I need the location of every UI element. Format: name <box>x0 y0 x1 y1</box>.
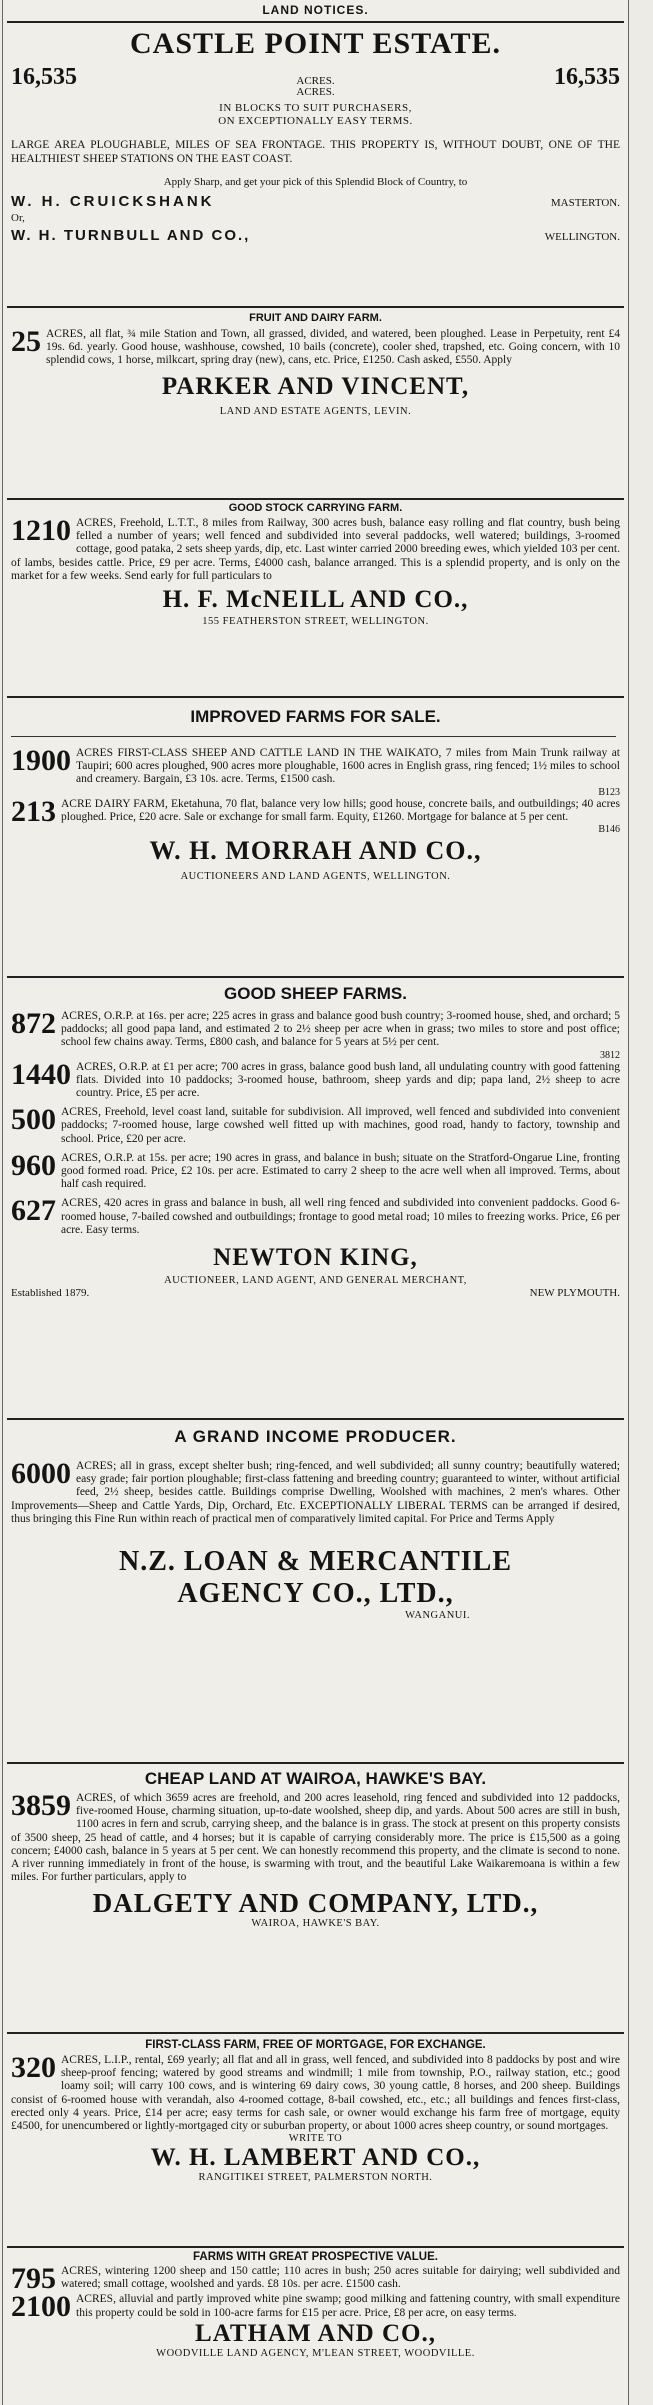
divider <box>7 306 624 308</box>
firm-name: NEWTON KING, <box>213 1244 418 1272</box>
acreage-right: 16,535 <box>554 64 620 90</box>
divider <box>11 736 616 737</box>
advert-body: ACRES, 420 acres in grass and balance in bush, all well ring fenced and subdivided into convenient paddocks. Good 6-roomed house, 7-bailed cowshed and outbuildings; frontage to good metal road; 10 miles to freezing works. Price, £6 per acre. Easy terms. <box>61 1197 620 1236</box>
agent-name: W. H. CRUICKSHANK <box>11 193 215 210</box>
divider <box>7 976 624 978</box>
firm-name: W. H. MORRAH AND CO., <box>149 836 482 866</box>
advert-heading: GOOD SHEEP FARMS. <box>224 984 407 1003</box>
advert-body: ACRES, O.R.P. at £1 per acre; 700 acres in grass, balance good bush land, all undulating country with good fattening flats. Divided into 10 paddocks; 3-roomed house, bathroom, sheep yards and dip; papa land, 2½ sheep to acre country. Price, £5 per acre. <box>76 1060 620 1100</box>
advert-heading: IMPROVED FARMS FOR SALE. <box>190 707 441 726</box>
advert-body: ACRES, O.R.P. at 16s. per acre; 225 acres in grass and balance good bush country; 3-roomed house, shed, and orchard; 5 paddocks; all good papa land, and estimated 2 to 2½ sheep per acre when in grass; two miles to store and post office; school few chains away. Terms, £800 cash, and balance for 5 years at 5½ per cent. <box>61 1010 620 1049</box>
acreage-number: 25 <box>11 325 41 358</box>
agent-town: WELLINGTON. <box>544 231 620 243</box>
firm-town: NEW PLYMOUTH. <box>529 1287 620 1300</box>
acreage-number: 960 <box>11 1148 56 1182</box>
firm-name: PARKER AND VINCENT, <box>161 372 470 400</box>
acreage-number: 3859 <box>11 1789 71 1822</box>
divider <box>7 1762 624 1764</box>
firm-name: W. H. LAMBERT AND CO., <box>150 2144 481 2172</box>
firm-town: WANGANUI. <box>405 1610 470 1622</box>
reference-code: 3812 <box>600 1049 620 1061</box>
section-header: LAND NOTICES. <box>262 3 369 17</box>
reference-code: B146 <box>598 824 620 836</box>
divider <box>7 1418 624 1420</box>
divider <box>7 696 624 698</box>
acreage-number: 627 <box>11 1194 56 1228</box>
advert-body: LARGE AREA PLOUGHABLE, MILES OF SEA FRONTAGE. THIS PROPERTY IS, WITHOUT DOUBT, ONE OF THE HEALTHIEST SHEEP STATIONS ON THE EAST COAST. <box>11 139 620 165</box>
firm-address: WOODVILLE LAND AGENCY, M'LEAN STREET, WOODVILLE. <box>156 2348 475 2360</box>
advert-latham <box>11 2250 620 2405</box>
advert-body: ACRES, alluvial and partly improved white pine swamp; good milking and fattening country, with small expenditure this property could be sold in 100-acre farms for £15 per acre. Price, £8 per acre, on easy terms. <box>76 2293 620 2319</box>
agent-town: MASTERTON. <box>550 197 620 209</box>
land-notices-column <box>2 0 629 2405</box>
advert-heading: GOOD STOCK CARRYING FARM. <box>228 502 403 514</box>
acreage-number: 795 <box>11 2262 56 2295</box>
advert-heading: FARMS WITH GREAT PROSPECTIVE VALUE. <box>193 2251 438 2263</box>
acreage-number: 320 <box>11 2051 56 2084</box>
firm-name: N.Z. LOAN & MERCANTILE <box>118 1546 513 1578</box>
agent-name: W. H. TURNBULL AND CO., <box>11 227 251 244</box>
advert-body: ACRES, Freehold, level coast land, suitable for subdivision. All improved, well fenced and subdivided into convenient paddocks; 7-roomed house, large cowshed well fitted up with machines, good road, handy to factory, township and school. Price, £20 per acre. <box>61 1106 620 1145</box>
acreage-number: 1210 <box>11 514 71 547</box>
acres-unit: ACRES. <box>296 75 335 87</box>
advert-lambert <box>11 2038 620 2244</box>
advert-body: ACRE DAIRY FARM, Eketahuna, 70 flat, balance very low hills; good house, concrete bails, and outbuildings; 40 acres ploughed. Price, £20 acre. Sale or exchange for small farm. Equity, £1260. Mortgage for balance at 5 per cent. <box>61 797 620 823</box>
firm-address: WAIROA, HAWKE'S BAY. <box>251 1918 380 1930</box>
advert-body: ACRES, Freehold, L.T.T., 8 miles from Railway, 300 acres bush, balance easy rolling and flat country, bush being felled a number of years; well fenced and subdivided into several paddocks, well watered; buildings, 3-roomed cottage, good pataka, 2 sets sheep yards, dip, etc. Last winter carried 2000 breeding ewes, which yielded 103 per cent. of lambs, besides cattle. Price, £9 per acre. Terms, £4000 cash, balance arranged. This is a splendid property, and is only on the market for a few weeks. Send early for full particulars to <box>11 517 620 582</box>
divider <box>7 21 624 23</box>
firm-address: AUCTIONEER, LAND AGENT, AND GENERAL MERCHANT, <box>164 1275 467 1287</box>
advert-body: ACRES, of which 3659 acres are freehold, and 200 acres leasehold, ring fenced and subdivided into 12 paddocks, five-roomed House, charming situation, up-to-date woolshed, sheep dip, and yards. About 500 acres are still in bush, 1100 acres in fern and scrub, carrying sheep, and the balance is in grass. The stock at present on this property consists of 3500 sheep, 25 head of cattle, and 4 horses; but it is capable of carrying considerably more. The price is £15,500 as a going concern; £4000 cash, balance in 5 years at 5 per cent. We can honestly recommend this property, and the climate is second to none. A river running immediately in front of the house, is swarming with trout, and the beautiful Lake Waikaremoana is within a few miles. For further particulars, apply to <box>11 1792 620 1884</box>
advert-heading: A GRAND INCOME PRODUCER. <box>174 1427 457 1446</box>
reference-code: B123 <box>598 786 620 798</box>
acres-unit: ACRES. <box>296 86 335 98</box>
advert-body: ACRES, L.I.P., rental, £69 yearly; all flat and all in grass, well fenced, and subdivided into 8 paddocks by post and wire sheep-proof fencing; watered by good streams and windmill; 1 mile from township, P.O., railway station, etc.; good loamy soil; will carry 100 cows, and is wintering 69 dairy cows, 30 young cattle, 8 horses, and 200 sheep. Buildings consist of 6-roomed house with verandah, also 4-roomed cottage, 8-bail cowshed, etc., etc.; all buildings and fences first-class, erected only 4 years. Price, £14 per acre; easy terms for cash sale, or owner would exchange his farm free of mortgage, equity £4500, for unencumbered or lightly-mortgaged city or suburban property, or about 1000 acres sheep country, or sound mortgages. <box>11 2054 620 2133</box>
acreage-number: 6000 <box>11 1457 71 1490</box>
acreage-number: 1900 <box>11 744 71 777</box>
advert-body: ACRES, all flat, ¾ mile Station and Town, all grassed, divided, and watered, been ploughed. Lease in Perpetuity, rent £4 19s. 6d. yearly. Good house, washhouse, cowshed, 10 bails (concrete), cooler shed, trapshed, etc. Going concern, with 10 splendid cows, 1 horse, milkcart, spring dray (new), cans, etc. Price, £1250. Cash asked, £550. Apply <box>46 328 620 367</box>
advert-heading: FRUIT AND DAIRY FARM. <box>249 312 382 324</box>
advert-mcneill <box>11 502 620 692</box>
advert-body: ACRES; all in grass, except shelter bush; ring-fenced, and well subdivided; all sunny country; beautifully watered; easy grade; fair portion ploughable; first-class fattening and breeding country; guaranteed to winter, without artificial feed, 2½ sheep, besides cattle. Buildings comprise Dwelling, Woolshed with machines, 2 men's whares. Other Improvements—Sheep and Cattle Yards, Dip, Orchard, Etc. EXCEPTIONALLY LIBERAL TERMS can be arranged if desired, thus bringing this Fine Run within reach of practical men of comparatively limited capital. For Price and Terms Apply <box>11 1460 620 1525</box>
advert-morrah <box>11 702 620 974</box>
divider <box>7 2032 624 2034</box>
acreage-number: 872 <box>11 1007 56 1040</box>
divider <box>7 498 624 500</box>
advert-title: CASTLE POINT ESTATE. <box>130 27 501 60</box>
advert-castle-point <box>11 26 620 302</box>
acreage-number: 2100 <box>11 2290 71 2324</box>
firm-address: AUCTIONEERS AND LAND AGENTS, WELLINGTON. <box>180 871 451 883</box>
write-to: WRITE TO <box>288 2133 343 2145</box>
advert-body: ACRES, wintering 1200 sheep and 150 cattle; 110 acres in bush; 250 acres suitable for dairying; well subdivided and watered; small cottage, woolshed and yards. £8 10s. per acre. £1500 cash. <box>61 2265 620 2291</box>
advert-line: ON EXCEPTIONALLY EASY TERMS. <box>218 115 413 127</box>
firm-name: H. F. McNEILL AND CO., <box>162 586 469 614</box>
advert-heading: FIRST-CLASS FARM, FREE OF MORTGAGE, FOR EXCHANGE. <box>145 2039 486 2051</box>
advert-nz-loan <box>11 1424 620 1759</box>
firm-name: DALGETY AND COMPANY, LTD., <box>92 1888 539 1919</box>
apply-line: Apply Sharp, and get your pick of this Splendid Block of Country, to <box>163 176 468 188</box>
firm-address: LAND AND ESTATE AGENTS, LEVIN. <box>219 405 412 417</box>
advert-heading: CHEAP LAND AT WAIROA, HAWKE'S BAY. <box>144 1769 487 1788</box>
acreage-number: 213 <box>11 794 56 828</box>
acreage-number: 500 <box>11 1103 56 1137</box>
acreage-left: 16,535 <box>11 64 77 90</box>
firm-address: RANGITIKEI STREET, PALMERSTON NORTH. <box>198 2172 433 2184</box>
advert-body: ACRES, O.R.P. at 15s. per acre; 190 acres in grass, and balance in bush; situate on the Stratford-Ongarue Line, fronting good formed road. Price, £2 10s. per acre. Estimated to carry 2 sheep to the acre well when all improved. Terms, about half cash required. <box>61 1151 620 1191</box>
advert-line: IN BLOCKS TO SUIT PURCHASERS, <box>219 102 412 114</box>
firm-name: LATHAM AND CO., <box>195 2320 436 2348</box>
divider <box>7 2246 624 2248</box>
advert-dalgety <box>11 1768 620 2028</box>
established-year: Established 1879. <box>11 1287 90 1300</box>
firm-address: 155 FEATHERSTON STREET, WELLINGTON. <box>202 616 429 628</box>
acreage-number: 1440 <box>11 1057 71 1091</box>
advert-body: ACRES FIRST-CLASS SHEEP AND CATTLE LAND IN THE WAIKATO, 7 miles from Main Trunk railway at Taupiri; 600 acres ploughed, 900 acres more ploughable, 1600 acres in English grass, ring fenced; 1½ miles to school and creamery. Bargain, £3 10s. acre. Terms, £1500 cash. <box>76 747 620 786</box>
or-label: Or, <box>11 212 25 224</box>
advert-newton-king <box>11 982 620 1416</box>
advert-parker-vincent <box>11 311 620 491</box>
firm-name: AGENCY CO., LTD., <box>177 1578 454 1610</box>
